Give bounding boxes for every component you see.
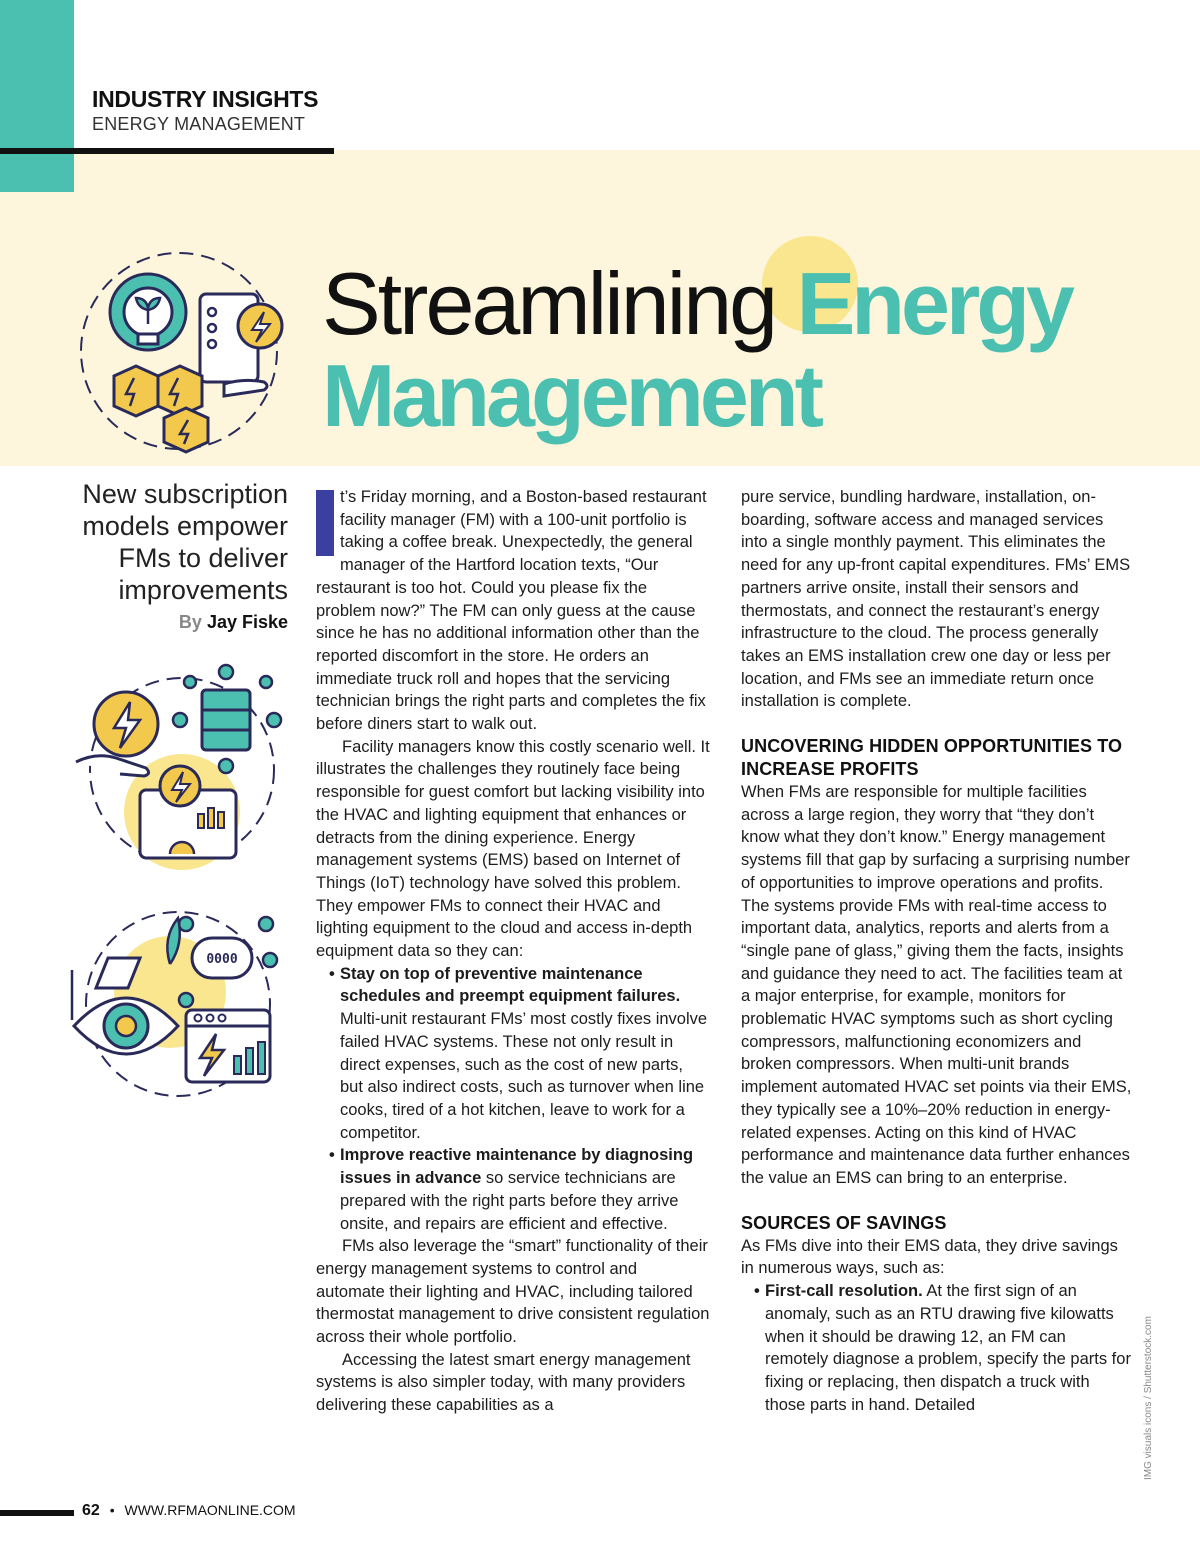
- bullet-dot: •: [754, 1282, 760, 1301]
- subsection-label: ENERGY MANAGEMENT: [92, 114, 306, 134]
- bullet-3: [741, 1280, 1133, 1416]
- bullet-3-bold: First-call resolution.: [765, 1282, 923, 1301]
- paragraph-4: Accessing the latest smart energy management systems is also simpler today, with many providers delivering these capabilities as a: [316, 1350, 691, 1415]
- article-title: [322, 254, 1071, 445]
- bullet-1-bold: Stay on top of preventive maintenance schedules and preempt equipment failures.: [340, 964, 681, 1006]
- paragraph-3: FMs also leverage the “smart” functionality of their energy management systems to control and automate their lighting and HVAC, including tailored thermostat management to drive consistent regulation across their whole portfolio.: [316, 1237, 710, 1347]
- section-label: INDUSTRY INSIGHTS: [92, 86, 319, 112]
- bullet-2-text: so service technicians are prepared with the right parts before they arrive onsite, and repairs are efficient and effective.: [340, 1169, 679, 1233]
- image-credit-text: IMG visuals icons / Shutterstock.com: [1143, 1316, 1154, 1480]
- page-number: 62: [82, 1502, 100, 1519]
- bullet-2: [316, 1144, 710, 1235]
- article-column-2: [741, 486, 1133, 1416]
- cream-band-left: [0, 192, 74, 466]
- article-column-1: [316, 486, 710, 1417]
- paragraph-5: pure service, bundling hardware, installation, on-boarding, software access and managed services into a single monthly payment. This eliminates the need for any up-front capital expenditures. FMs’ EMS partners arrive onsite, install their sensors and thermostats, and connect the restaurant’s energy infrastructure to the cloud. The process generally takes an EMS installation crew one day or less per location, and FMs see an immediate return once installation is complete.: [741, 488, 1131, 711]
- bullet-3-text: At the first sign of an anomaly, such as an RTU drawing five kilowatts when it should be drawing 12, an FM can remotely diagnose a problem, specify the parts for fixing or replacing, then dispatch a truck with those parts in hand. Detailed: [765, 1282, 1131, 1414]
- footer-separator: •: [109, 1502, 115, 1518]
- meter-reading: 0000: [206, 952, 238, 967]
- bullet-dot: •: [329, 1146, 335, 1165]
- image-credit: [1143, 1300, 1159, 1480]
- paragraph-1-text: t’s Friday morning, and a Boston-based restaurant facility manager (FM) with a 100-unit portfolio is taking a coffee break. Unexpectedly, the general manager of the Hartford location texts, “Our restaurant is too hot. Could you please fix the problem now?” The FM can only guess at the cause since he has no additional information other than the reported discomfort in the store. He orders an immediate truck roll and hopes that the servicing technician brings the right parts and completes the fix before diners start to walk out.: [316, 488, 707, 734]
- teal-corner-block: [0, 0, 74, 192]
- paragraph-1: [316, 486, 710, 736]
- page-footer: [82, 1502, 296, 1520]
- server-network-illustration-icon: [70, 662, 290, 872]
- byline: [40, 612, 288, 633]
- subhead-sources: SOURCES OF SAVINGS: [741, 1212, 947, 1233]
- energy-gear-illustration-icon: [74, 246, 284, 456]
- top-rule: [0, 148, 334, 154]
- smart-meter-eye-illustration-icon: [66, 900, 286, 1110]
- subhead-uncovering: UNCOVERING HIDDEN OPPORTUNITIES TO INCREASE PROFITS: [741, 736, 1123, 780]
- section-kicker: [92, 86, 318, 135]
- bullet-dot: •: [329, 964, 335, 983]
- paragraph-6: When FMs are responsible for multiple facilities across a large region, they worry that “they don’t know what they don’t know.” Energy management systems fill that gap by surfacing a surprising number of opportunities to improve operations and profits. The systems provide FMs with real-time access to important data, analytics, reports and alerts from a “single pane of glass,” giving them the facts, insights and guidance they need to act. The facilities team at a major enterprise, for example, monitors for problematic HVAC symptoms such as short cycling compressors, malfunctioning economizers and broken compressors. When multi-unit brands implement automated HVAC set points via their EMS, they typically see a 10%–20% reduction in energy-related expenses. Acting on this kind of HVAC performance and maintenance data further enhances the value an EMS can bring to an enterprise.: [741, 783, 1132, 1187]
- title-word-management: Management: [322, 346, 820, 445]
- title-word-energy: Energy: [796, 254, 1071, 353]
- footer-rule: [0, 1510, 74, 1516]
- website-link[interactable]: WWW.RFMAONLINE.COM: [124, 1502, 296, 1518]
- byline-prefix: By: [178, 612, 202, 632]
- byline-author: Jay Fiske: [206, 612, 288, 632]
- bullet-1: [316, 963, 710, 1145]
- title-word-streamlining: Streamlining: [322, 254, 776, 353]
- bullet-1-text: Multi-unit restaurant FMs’ most costly fixes involve failed HVAC systems. These not only result in direct expenses, such as the cost of new parts, but also indirect costs, such as turnover when line cooks, tired of a hot kitchen, leave to work for a competitor.: [340, 1010, 708, 1142]
- paragraph-7: As FMs dive into their EMS data, they drive savings in numerous ways, such as:: [741, 1236, 1118, 1278]
- paragraph-2: Facility managers know this costly scenario well. It illustrates the challenges they routinely face being responsible for guest comfort but lacking visibility into the HVAC and lighting equipment that enhances or detracts from the dining experience. Energy management systems (EMS) based on Internet of Things (IoT) technology have solved this problem. They empower FMs to connect their HVAC and lighting equipment to the cloud and access in-depth equipment data so they can:: [316, 737, 710, 961]
- dropcap-i: I: [316, 490, 334, 556]
- bullet-2-bold: Improve reactive maintenance by diagnosing issues in advance: [340, 1146, 694, 1188]
- article-deck: New subscription models empower FMs to deliver improvements: [82, 479, 288, 605]
